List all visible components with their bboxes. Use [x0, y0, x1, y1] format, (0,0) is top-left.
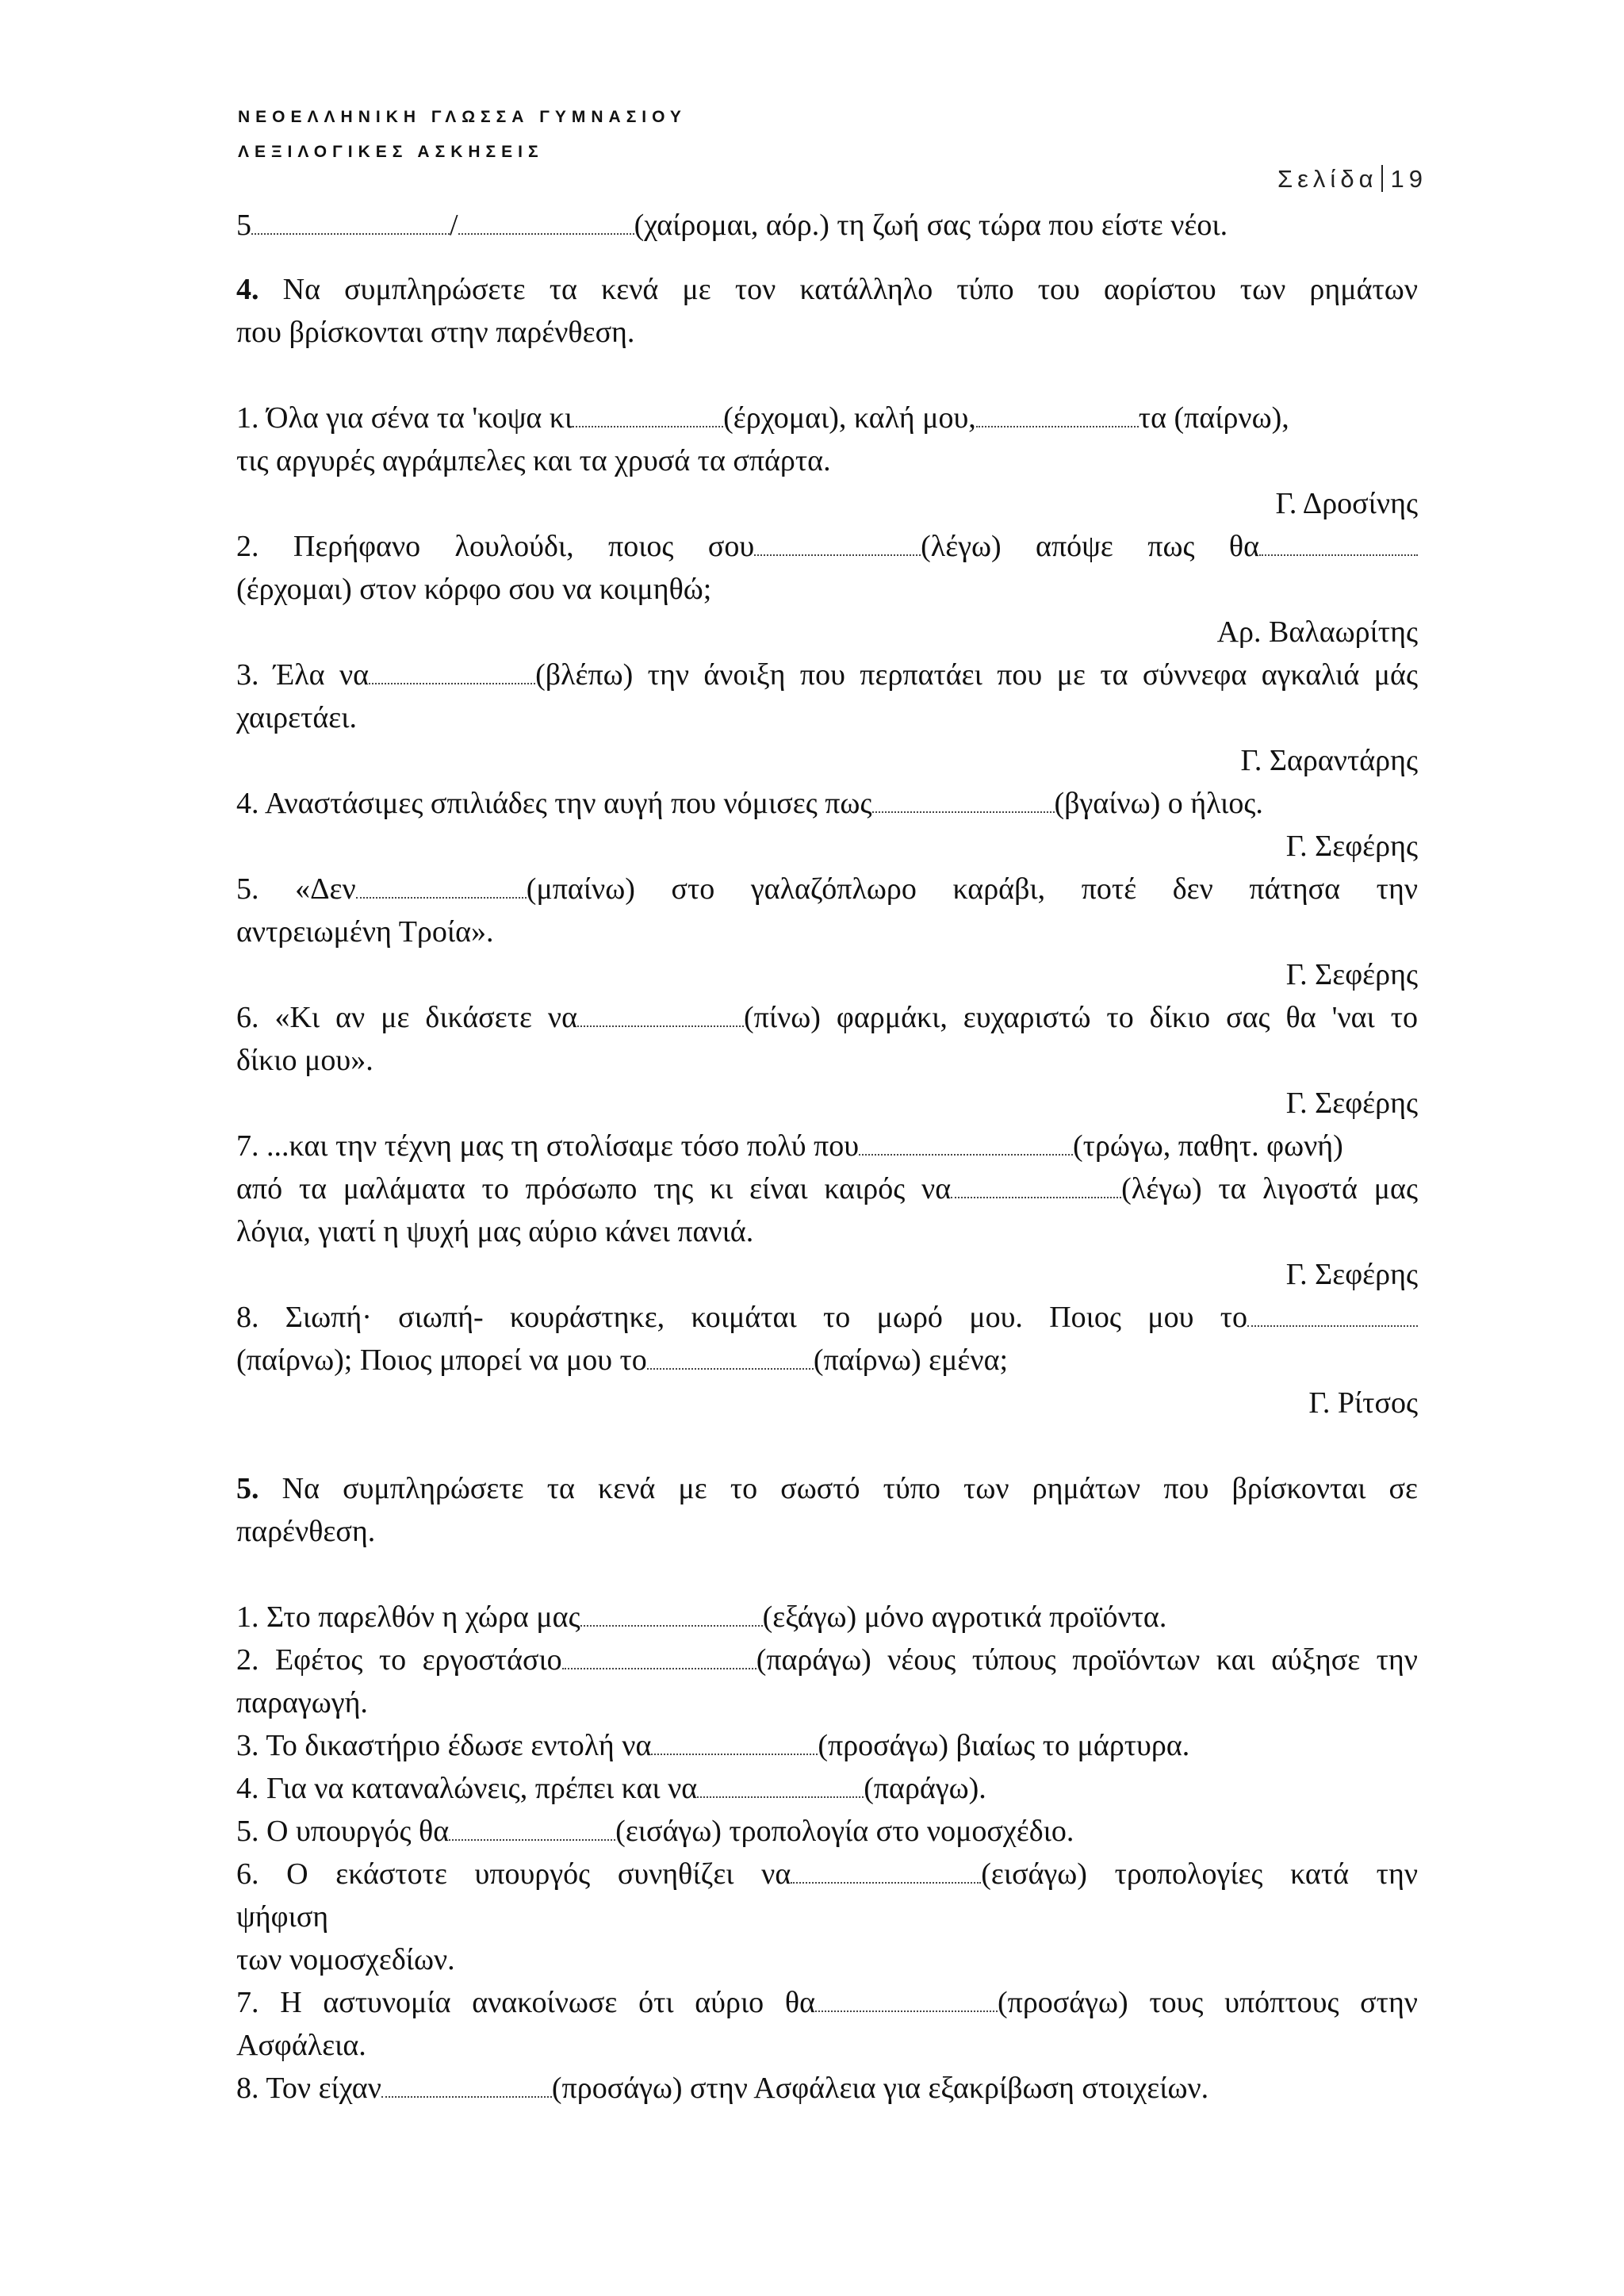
exercise-5: [236, 1467, 1418, 2110]
page-separator: [1381, 165, 1383, 192]
blank[interactable]: [951, 1175, 1121, 1198]
item-text: (έρχομαι), καλή μου,: [723, 401, 976, 435]
ex4-author-1: Γ. Δροσίνης: [1275, 487, 1418, 520]
blank[interactable]: [754, 532, 921, 556]
item-text: 5. Ο υπουργός θα: [236, 1815, 450, 1848]
ex5-item-5: [236, 1810, 1418, 1853]
item-text: (παράγω) νέους τύπους προϊόντων και αύξησε την: [756, 1643, 1418, 1677]
item-text: 8. Σιωπή· σιωπή- κουράστηκε, κοιμάται το μωρό μου. Ποιος μου το: [236, 1301, 1247, 1334]
item-text: 7. ...και την τέχνη μας τη στολίσαμε τόσο πολύ που: [236, 1129, 860, 1163]
item-text: (μπαίνω) στο γαλαζόπλωρο καράβι, ποτέ δεν πάτησα την: [526, 872, 1419, 906]
exercise-number: 4.: [236, 273, 259, 306]
blank[interactable]: [872, 789, 1055, 813]
blank[interactable]: [356, 875, 527, 899]
item-text: από τα μαλάματα το πρόσωπο της κι είναι καιρός να: [236, 1172, 952, 1205]
item-text: (λέγω) τα λιγοστά μας: [1121, 1172, 1418, 1205]
item-text: (παίρνω); Ποιος μπορεί να μου το: [236, 1343, 647, 1377]
ex4-item-4: [236, 782, 1418, 825]
ex5-item-2: [236, 1639, 1418, 1681]
ex5-item-6-cont2: των νομοσχεδίων.: [236, 1943, 455, 1976]
ex4-author-2: Αρ. Βαλαωρίτης: [1216, 615, 1418, 649]
ex4-item-1-cont: τις αργυρές αγράμπελες και τα χρυσά τα σπάρτα.: [236, 444, 831, 477]
carryover-line: [236, 204, 1418, 247]
blank[interactable]: [573, 404, 723, 427]
blank[interactable]: [381, 2074, 552, 2098]
item-text: (εισάγω) τροπολογίες κατά την: [981, 1857, 1418, 1891]
blank[interactable]: [791, 1860, 981, 1884]
item-text: (παίρνω) εμένα;: [813, 1343, 1009, 1377]
blank[interactable]: [449, 1817, 615, 1841]
item-text: (χαίρομαι, αόρ.) τη ζωή σας τώρα που είστε νέοι.: [634, 209, 1228, 242]
item-text: (λέγω) απόψε πως θα: [921, 530, 1259, 563]
slash: /: [450, 209, 458, 242]
item-text: 1. Στο παρελθόν η χώρα μας: [236, 1600, 580, 1634]
ex4-item-2: [236, 525, 1418, 568]
ex5-item-8: [236, 2067, 1418, 2110]
blank[interactable]: [577, 1003, 744, 1027]
item-text: 2. Εφέτος το εργοστάσιο: [236, 1643, 562, 1677]
ex4-author-6: Γ. Σεφέρης: [1285, 1087, 1418, 1120]
exercise-title-text: Να συμπληρώσετε τα κενά με τον κατάλληλο τύπο του αορίστου των ρημάτων: [282, 273, 1419, 306]
item-text: 7. Η αστυνομία ανακοίνωσε ότι αύριο θα: [236, 1986, 815, 2019]
exercise-5-title-cont: παρένθεση.: [236, 1515, 376, 1548]
item-text: (βλέπω) την άνοιξη που περπατάει που με τα σύννεφα αγκαλιά μάς: [535, 658, 1418, 692]
ex4-author-7: Γ. Σεφέρης: [1285, 1258, 1418, 1291]
ex4-item-7-cont2: λόγια, γιατί η ψυχή μας αύριο κάνει πανιά.: [236, 1215, 754, 1248]
ex4-author-8: Γ. Ρίτσος: [1308, 1386, 1418, 1420]
ex4-item-7: [236, 1125, 1418, 1167]
ex4-item-3: [236, 654, 1418, 696]
item-text: (πίνω) φαρμάκι, ευχαριστώ το δίκιο σας θα 'ναι το: [744, 1001, 1418, 1034]
item-text: (βγαίνω) ο ήλιος.: [1054, 787, 1263, 820]
ex4-item-6: [236, 996, 1418, 1039]
item-text: 8. Τον είχαν: [236, 2072, 381, 2105]
ex4-item-1: [236, 397, 1418, 439]
item-text: (εξάγω) μόνο αγροτικά προϊόντα.: [762, 1600, 1167, 1634]
ex4-author-5: Γ. Σεφέρης: [1285, 958, 1418, 991]
ex5-item-7-cont: Ασφάλεια.: [236, 2029, 366, 2062]
item-text: 6. Ο εκάστοτε υπουργός συνηθίζει να: [236, 1857, 791, 1891]
exercise-4: [236, 268, 1418, 1424]
ex5-item-6-cont: ψήφιση: [236, 1900, 329, 1934]
blank[interactable]: [976, 404, 1139, 427]
exercise-4-title: [236, 268, 1418, 311]
ex4-item-5: [236, 868, 1418, 910]
exercise-4-title-cont: που βρίσκονται στην παρένθεση.: [236, 316, 635, 349]
ex4-item-8-cont: [236, 1339, 1418, 1382]
ex4-item-7-cont: [236, 1167, 1418, 1210]
ex4-item-5-cont: αντρειωμένη Τροία».: [236, 915, 494, 949]
blank[interactable]: [580, 1603, 763, 1627]
header-subject: ΝΕΟΕΛΛΗΝΙΚΗ ΓΛΩΣΣΑ ΓΥΜΝΑΣΙΟΥ: [238, 108, 687, 126]
ex5-item-1: [236, 1596, 1418, 1639]
item-text: (παράγω).: [864, 1772, 986, 1805]
ex5-item-2-cont: παραγωγή.: [236, 1686, 368, 1719]
blank[interactable]: [647, 1346, 814, 1370]
ex5-item-4: [236, 1767, 1418, 1810]
exercise-number: 5.: [236, 1472, 259, 1505]
ex4-item-2-cont: (έρχομαι) στον κόρφο σου να κοιμηθώ;: [236, 573, 712, 606]
page-number-value: 19: [1390, 165, 1427, 193]
ex4-item-8: [236, 1296, 1418, 1339]
item-text: (τρώγω, παθητ. φωνή): [1073, 1129, 1343, 1163]
blank[interactable]: [369, 661, 535, 684]
worksheet-body: [236, 204, 1418, 2110]
exercise-title-text: Να συμπληρώσετε τα κενά με το σωστό τύπο των ρημάτων που βρίσκονται σε: [282, 1472, 1419, 1505]
item-text: (προσάγω) στην Ασφάλεια για εξακρίβωση στοιχείων.: [551, 2072, 1209, 2105]
ex4-item-3-cont: χαιρετάει.: [236, 701, 357, 734]
item-text: 1. Όλα για σένα τα 'κοψα κι: [236, 401, 573, 435]
blank[interactable]: [562, 1646, 756, 1669]
page-number: [1277, 165, 1427, 194]
blank[interactable]: [697, 1774, 864, 1798]
ex5-item-3: [236, 1724, 1418, 1767]
page-label: Σελίδα: [1277, 165, 1378, 193]
ex5-item-7: [236, 1981, 1418, 2024]
item-text: 2. Περήφανο λουλούδι, ποιος σου: [236, 530, 755, 563]
blank[interactable]: [651, 1731, 818, 1755]
blank[interactable]: [1247, 1303, 1418, 1327]
item-text: τα (παίρνω),: [1138, 401, 1289, 435]
item-text: 3. Έλα να: [236, 658, 370, 692]
item-text: 4. Αναστάσιμες σπιλιάδες την αυγή που νόμισες πως: [236, 787, 872, 820]
ex5-item-6: [236, 1853, 1418, 1895]
item-text: 4. Για να καταναλώνεις, πρέπει και να: [236, 1772, 698, 1805]
item-text: 3. Το δικαστήριο έδωσε εντολή να: [236, 1729, 652, 1762]
header-section: ΛΕΞΙΛΟΓΙΚΕΣ ΑΣΚΗΣΕΙΣ: [238, 143, 544, 161]
item-text: (εισάγω) τροπολογία στο νομοσχέδιο.: [615, 1815, 1074, 1848]
item-text: (προσάγω) τους υπόπτους στην: [997, 1986, 1418, 2019]
blank[interactable]: [458, 211, 634, 235]
blank[interactable]: [1259, 532, 1418, 556]
blank[interactable]: [815, 1988, 998, 2012]
ex4-item-6-cont: δίκιο μου».: [236, 1044, 373, 1077]
item-text: (προσάγω) βιαίως το μάρτυρα.: [818, 1729, 1190, 1762]
ex4-author-4: Γ. Σεφέρης: [1285, 830, 1418, 863]
item-text: 5. «Δεν: [236, 872, 356, 906]
blank[interactable]: [251, 211, 450, 235]
exercise-5-title: [236, 1467, 1418, 1510]
ex4-author-3: Γ. Σαραντάρης: [1240, 744, 1418, 777]
blank[interactable]: [859, 1132, 1073, 1156]
item-number: 5: [236, 209, 251, 242]
item-text: 6. «Κι αν με δικάσετε να: [236, 1001, 578, 1034]
